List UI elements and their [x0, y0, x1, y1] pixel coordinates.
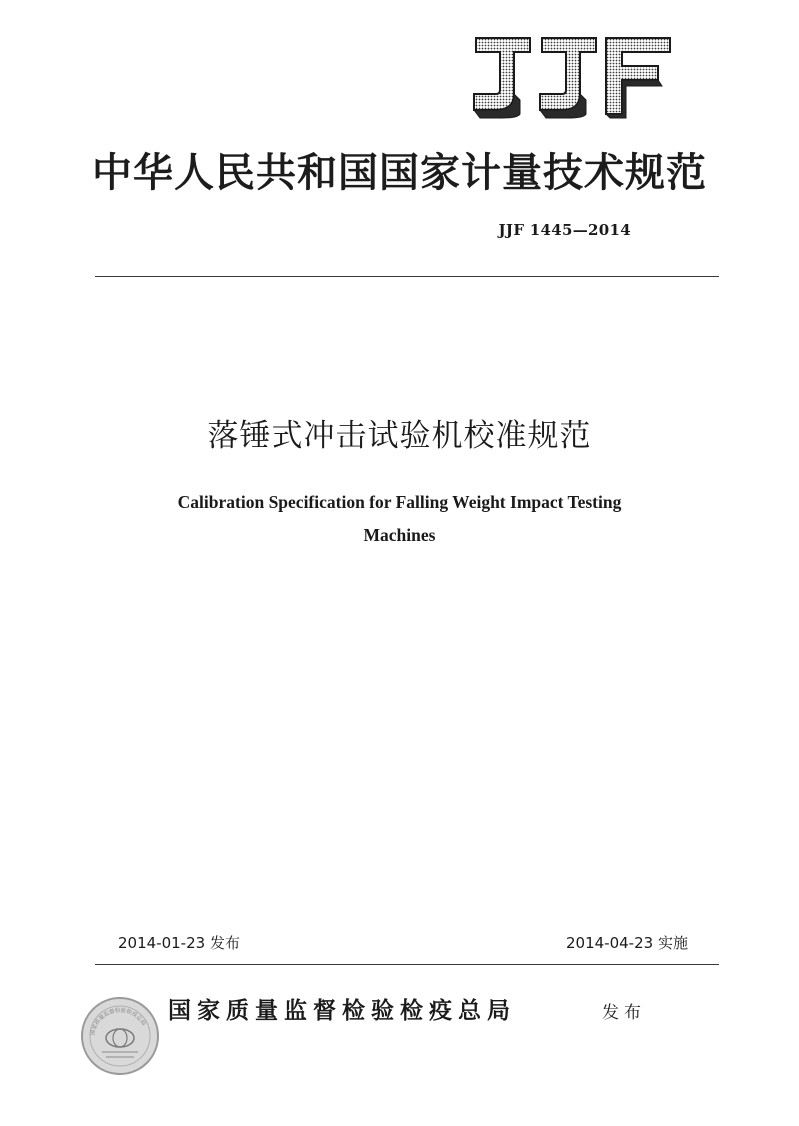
header-divider	[95, 276, 719, 277]
publish-label: 发布	[602, 1003, 646, 1023]
official-seal	[80, 996, 160, 1076]
english-title-line-2: Machines	[363, 525, 436, 545]
publisher-name: 国家质量监督检验检疫总局	[168, 997, 516, 1024]
footer-divider	[95, 964, 719, 965]
logo-letter-j2	[540, 38, 596, 118]
chinese-title: 落锤式冲击试验机校准规范	[207, 418, 592, 454]
logo-letter-f	[606, 38, 670, 118]
national-standard-title: 中华人民共和国国家计量技术规范	[92, 150, 707, 196]
jjf-logo	[466, 32, 676, 122]
issue-date: 2014-01-23 发布	[118, 934, 240, 952]
implementation-date: 2014-04-23 实施	[566, 934, 688, 952]
svg-text:国家质量监督检验检疫总局: 国家质量监督检验检疫总局	[90, 1007, 147, 1037]
standard-number: JJF 1445—2014	[498, 221, 631, 239]
logo-letter-j1	[474, 38, 530, 118]
english-title-line-1: Calibration Specification for Falling Weight Impact Testing	[177, 492, 622, 512]
